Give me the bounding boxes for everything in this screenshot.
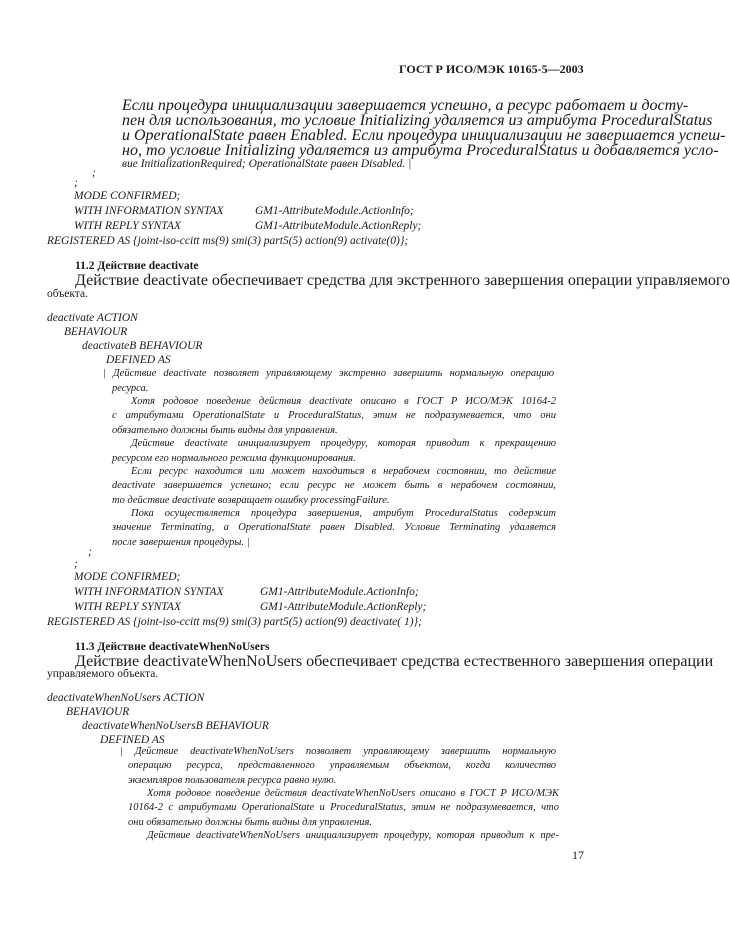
mode-line: MODE CONFIRMED; — [74, 571, 181, 583]
behaviour-text-line: обязательно должны быть видны для управления. — [112, 425, 338, 436]
behaviour-text-line: экземпляров пользователя ресурса равно нулю. — [128, 775, 337, 786]
defined-as-keyword: DEFINED AS — [106, 354, 171, 366]
behaviour-text-line: операцию ресурса, представленного управляемым объектом, когда количество — [128, 760, 556, 771]
page-number: 17 — [572, 848, 584, 862]
behaviour-text-line: Пока осуществляется процедура завершения, атрибут ProceduralStatus содержит — [131, 508, 556, 519]
document-standard-header: ГОСТ Р ИСО/МЭК 10165-5—2003 — [399, 62, 584, 76]
registered-line: REGISTERED AS {joint-iso-ccitt ms(9) smi(3) part5(5) action(9) activate(0)}; — [47, 235, 409, 247]
semicolon: ; — [74, 177, 78, 189]
section-paragraph: Действие deactivateWhenNoUsers обеспечивает средства естественного завершения операции — [75, 653, 714, 670]
text-line: вие InitializationRequired; OperationalState равен Disabled. | — [122, 158, 412, 170]
section-heading-11-2: 11.2 Действие deactivate — [75, 260, 199, 272]
mode-line: MODE CONFIRMED; — [74, 190, 181, 202]
reply-syntax-value: GM1-AttributeModule.ActionReply; — [255, 220, 422, 232]
registered-line: REGISTERED AS {joint-iso-ccitt ms(9) smi(3) part5(5) action(9) deactivate( 1)}; — [47, 616, 422, 628]
info-syntax-value: GM1-AttributeModule.ActionInfo; — [255, 205, 414, 217]
semicolon: ; — [92, 167, 96, 179]
text-line: Если процедура инициализации завершается успешно, а ресурс работает и досту- — [122, 97, 689, 114]
info-syntax-keyword: WITH INFORMATION SYNTAX — [74, 205, 224, 217]
behaviour-text-line: с атрибутами OperationalState и ProceduralStatus, этим не подразумевается, что они — [112, 410, 556, 421]
behaviour-text-line: после завершения процедуры. | — [112, 537, 250, 548]
behaviour-text-line: Если ресурс находится или может находиться в нерабочем состоянии, то действие — [131, 466, 556, 477]
section-paragraph-end: объекта. — [47, 288, 88, 300]
behaviour-text-line: они обязательно должны быть видны для управления. — [128, 817, 372, 828]
reply-syntax-keyword: WITH REPLY SYNTAX — [74, 601, 181, 613]
text-line: пен для использования, то условие Initializing удаляется из атрибута ProceduralStatus — [122, 112, 713, 129]
semicolon: ; — [74, 558, 78, 570]
behaviour-text-line: Действие deactivateWhenNoUsers инициализирует процедуру, которая приводит к пре- — [147, 830, 559, 841]
reply-syntax-value: GM1-AttributeModule.ActionReply; — [260, 601, 427, 613]
behaviour-text-line: 10164-2 с атрибутами OperationalState и ProceduralStatus, этим не подразумевается, что — [128, 802, 559, 813]
behaviour-text-line: значение Terminating, а OperationalState равен Disabled. Условие Terminating удаляется — [112, 522, 556, 533]
text-line: и OperationalState равен Enabled. Если процедура инициализации не завершается успеш- — [122, 127, 726, 144]
behaviour-text-line: Действие deactivate инициализирует процедуру, которая приводит к прекращению — [131, 438, 556, 449]
behaviour-name: deactivateB BEHAVIOUR — [82, 340, 203, 352]
reply-syntax-keyword: WITH REPLY SYNTAX — [74, 220, 181, 232]
behaviour-text-line: ресурсом его нормального режима функционирования. — [112, 453, 356, 464]
behaviour-text-line: deactivate завершается успешно; если ресурс не может быть в нерабочем состоянии, — [112, 480, 556, 491]
section-paragraph: Действие deactivate обеспечивает средства для экстренного завершения операции управляемого — [75, 272, 730, 289]
behaviour-text-line: то действие deactivate возвращает ошибку processingFailure. — [112, 495, 390, 506]
action-declaration: deactivateWhenNoUsers ACTION — [47, 692, 205, 704]
behaviour-text-line: Хотя родовое поведение действия deactivate описано в ГОСТ Р ИСО/МЭК 10164-2 — [131, 396, 556, 407]
behaviour-text-line: ресурса. — [112, 383, 149, 394]
semicolon: ; — [88, 546, 92, 558]
section-paragraph-end: управляемого объекта. — [47, 668, 159, 680]
behaviour-keyword: BEHAVIOUR — [66, 706, 130, 718]
behaviour-text-line: | Действие deactivateWhenNoUsers позволяет управляющему завершить нормальную — [120, 746, 556, 757]
behaviour-text-line: Хотя родовое поведение действия deactivateWhenNoUsers описано в ГОСТ Р ИСО/МЭК — [147, 788, 559, 799]
info-syntax-value: GM1-AttributeModule.ActionInfo; — [260, 586, 419, 598]
info-syntax-keyword: WITH INFORMATION SYNTAX — [74, 586, 224, 598]
behaviour-keyword: BEHAVIOUR — [64, 326, 128, 338]
behaviour-text-line: | Действие deactivate позволяет управляющему экстренно завершить нормальную операцию — [103, 368, 554, 379]
behaviour-name: deactivateWhenNoUsersB BEHAVIOUR — [82, 720, 269, 732]
action-declaration: deactivate ACTION — [47, 312, 138, 324]
section-heading-11-3: 11.3 Действие deactivateWhenNoUsers — [75, 641, 270, 653]
defined-as-keyword: DEFINED AS — [100, 734, 165, 746]
text-line: но, то условие Initializing удаляется из атрибута ProceduralStatus и добавляется усло- — [122, 142, 719, 159]
